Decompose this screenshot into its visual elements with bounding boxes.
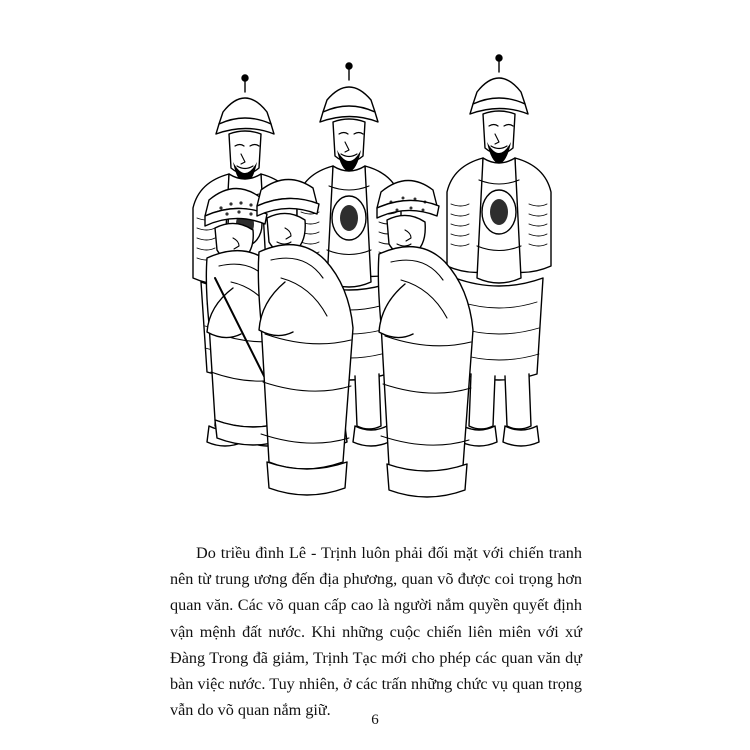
illustration-artwork [175, 42, 595, 512]
body-text-block [170, 540, 582, 724]
illustration-figure [175, 42, 595, 512]
page-number: 6 [371, 712, 379, 728]
body-paragraph: Do triều đình Lê - Trịnh luôn phải đối mặt với chiến tranh nên từ trung ương đến địa phương, quan võ được coi trọng hơn quan văn. Các võ quan cấp cao là người nắm quyền quyết định vận mệnh đất nước. Khi những cuộc chiến liên miên với xứ Đàng Trong đã giảm, Trịnh Tạc mới cho phép các quan văn dự bàn việc nước. Tuy nhiên, ở các trấn những chức vụ quan trọng vẫn do võ quan nắm giữ. [170, 544, 582, 720]
